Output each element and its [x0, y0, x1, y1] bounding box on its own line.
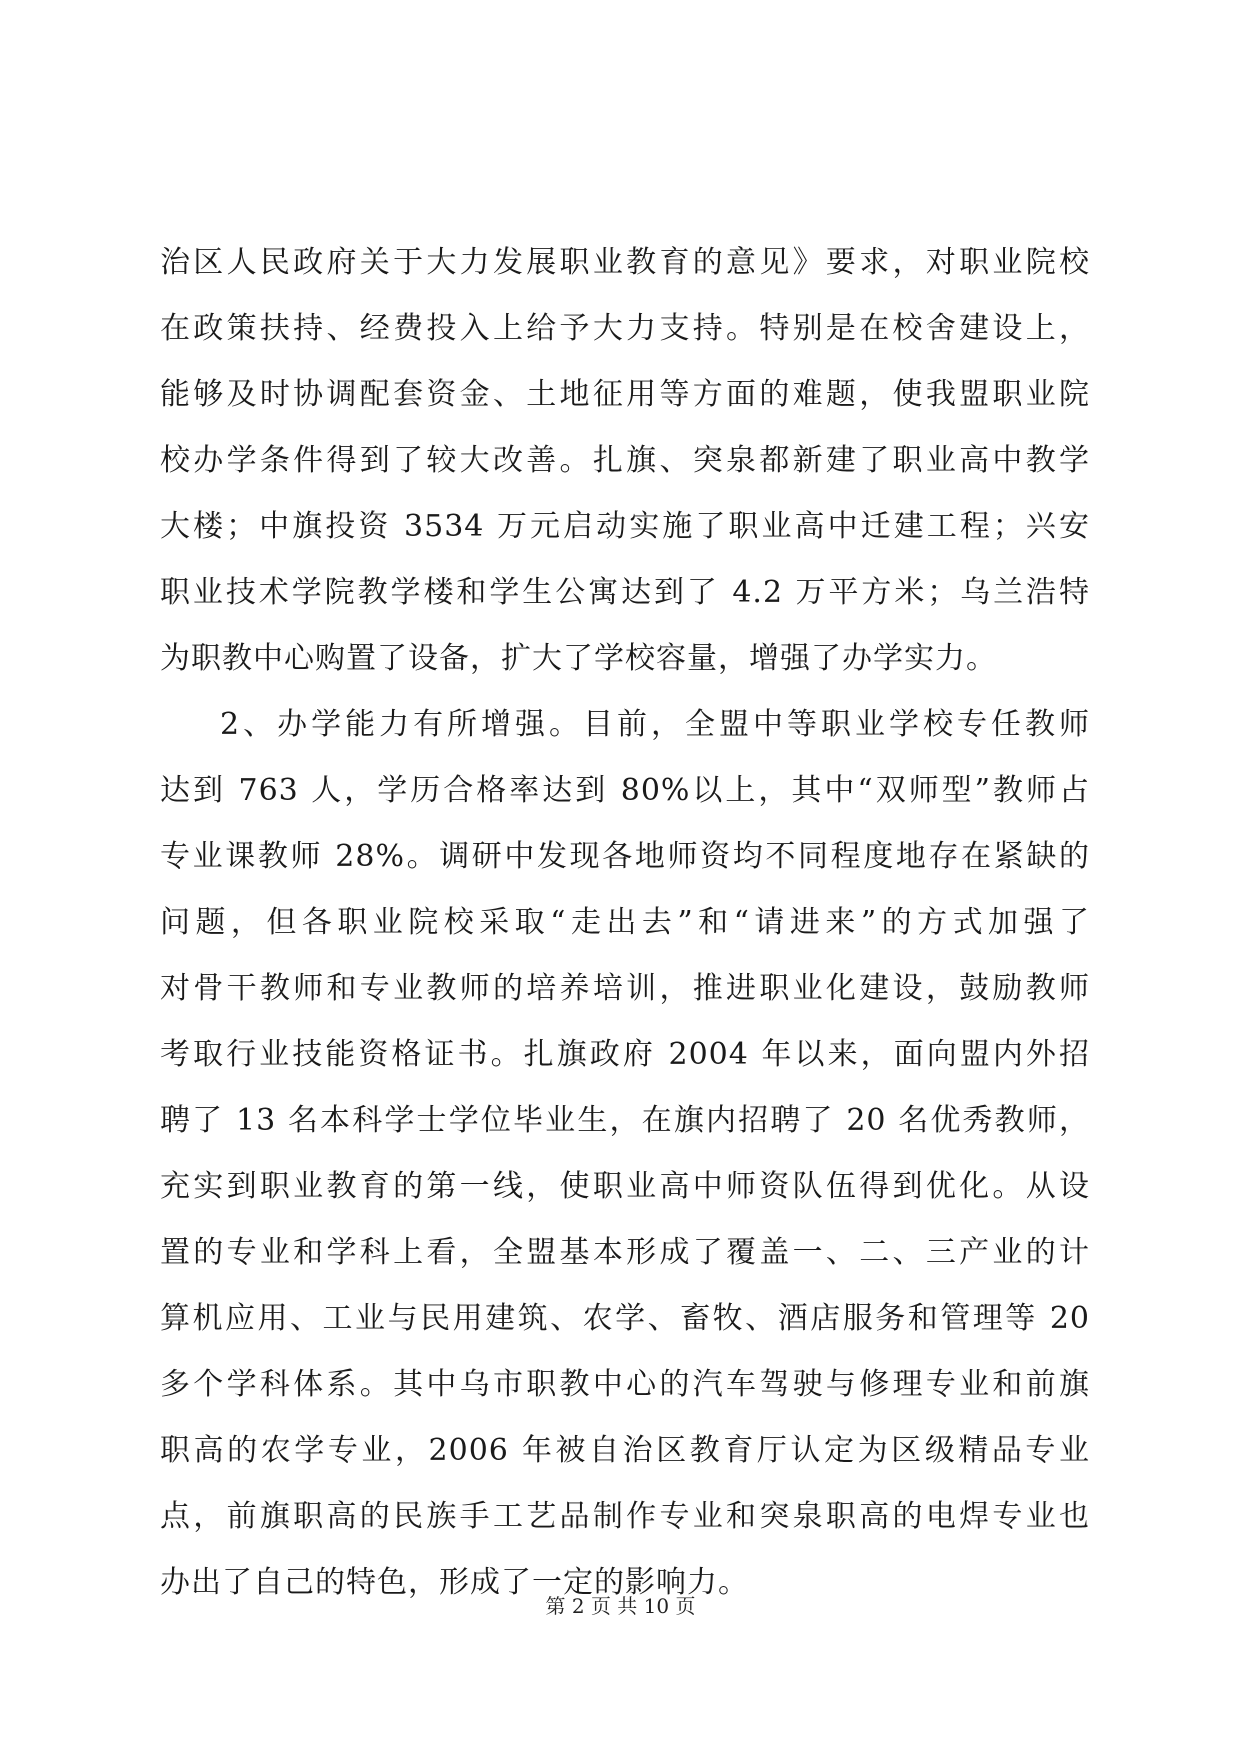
text-line: 办出了自己的特色，形成了一定的影响力。 [160, 1565, 749, 1600]
text-line: 为职教中心购置了设备，扩大了学校容量，增强了办学实力。 [160, 641, 997, 676]
text-line: 能够及时协调配套资金、土地征用等方面的难题，使我盟职业院 [160, 377, 1090, 412]
text-line: 职高的农学专业，2006 年被自治区教育厅认定为区级精品专业 [160, 1433, 1090, 1468]
text-line: 大楼；中旗投资 3534 万元启动实施了职业高中迁建工程；兴安 [160, 509, 1090, 544]
text-line: 多个学科体系。其中乌市职教中心的汽车驾驶与修理专业和前旗 [160, 1367, 1090, 1402]
text-line: 算机应用、工业与民用建筑、农学、畜牧、酒店服务和管理等 20 [160, 1301, 1090, 1336]
text-line: 充实到职业教育的第一线，使职业高中师资队伍得到优化。从设 [160, 1169, 1090, 1204]
text-line: 职业技术学院教学楼和学生公寓达到了 4.2 万平方米；乌兰浩特 [160, 575, 1090, 610]
text-line: 置的专业和学科上看，全盟基本形成了覆盖一、二、三产业的计 [160, 1235, 1090, 1270]
paragraph-2 [160, 692, 1090, 1616]
document-body [160, 230, 1090, 1616]
text-line: 达到 763 人，学历合格率达到 80%以上，其中“双师型”教师占 [160, 773, 1090, 808]
page-footer [0, 1590, 1241, 1619]
text-line: 问题，但各职业院校采取“走出去”和“请进来”的方式加强了 [160, 905, 1090, 940]
paragraph-1 [160, 230, 1090, 692]
text-line: 考取行业技能资格证书。扎旗政府 2004 年以来，面向盟内外招 [160, 1037, 1090, 1072]
text-line: 聘了 13 名本科学士学位毕业生，在旗内招聘了 20 名优秀教师， [160, 1103, 1090, 1138]
text-line: 点，前旗职高的民族手工艺品制作专业和突泉职高的电焊专业也 [160, 1499, 1090, 1534]
page-number: 第 2 页 共 10 页 [545, 1594, 696, 1618]
text-line: 治区人民政府关于大力发展职业教育的意见》要求，对职业院校 [160, 245, 1090, 280]
text-line: 在政策扶持、经费投入上给予大力支持。特别是在校舍建设上， [160, 311, 1090, 346]
text-line: 校办学条件得到了较大改善。扎旗、突泉都新建了职业高中教学 [160, 443, 1090, 478]
text-line: 专业课教师 28%。调研中发现各地师资均不同程度地存在紧缺的 [160, 839, 1090, 874]
text-line: 2、办学能力有所增强。目前，全盟中等职业学校专任教师 [220, 707, 1090, 742]
text-line: 对骨干教师和专业教师的培养培训，推进职业化建设，鼓励教师 [160, 971, 1090, 1006]
